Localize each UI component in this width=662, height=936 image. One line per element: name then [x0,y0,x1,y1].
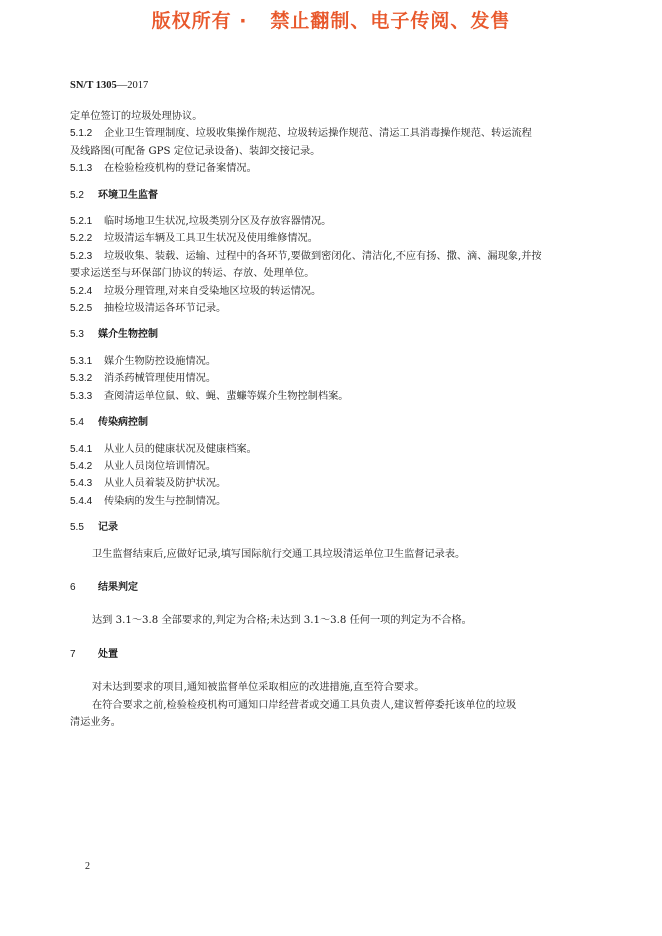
clause-number: 5.4.2 [70,460,93,472]
paragraph-disposal-2-continued: 清运业务。 [70,716,121,728]
section-title: 媒介生物控制 [98,329,158,341]
clause-5-2-4 [70,283,590,300]
clause-text: 临时场地卫生状况,垃圾类别分区及存放容器情况。 [104,216,332,228]
clause-number: 5.4.1 [70,443,93,455]
clause-5-3-2 [70,370,590,387]
clause-5-2-3-continued: 要求运送至与环保部门协议的转运、存放、处理单位。 [70,268,315,280]
section-title: 记录 [98,522,118,534]
clause-5-4-3 [70,475,590,492]
clause-5-2-3 [70,248,590,265]
clause-text: 垃圾分理管理,对来自受染地区垃圾的转运情况。 [104,285,322,297]
clause-5-4-4 [70,493,590,510]
clause-number: 5.1.2 [70,128,93,140]
clause-5-2-5 [70,300,590,317]
section-heading-5-5 [70,519,590,536]
section-title: 传染病控制 [98,417,148,429]
clause-text: 从业人员着装及防护状况。 [104,478,227,490]
section-number: 5.5 [70,522,84,534]
clause-5-1-3 [70,160,590,177]
clause-5-1-2 [70,125,590,142]
clause-5-3-3 [70,388,590,405]
clause-text: 查阅清运单位鼠、蚊、蝇、蜚蠊等媒介生物控制档案。 [104,390,349,402]
section-title: 环境卫生监督 [98,189,158,201]
clause-text: 垃圾清运车辆及工具卫生状况及使用维修情况。 [104,233,318,245]
section-title: 结果判定 [98,581,138,593]
document-body [70,108,590,731]
clause-number: 5.4.3 [70,478,93,490]
clause-number: 5.4.4 [70,495,93,507]
clause-5-4-2 [70,458,590,475]
clause-number: 5.2.2 [70,233,93,245]
standard-code [70,80,148,91]
standard-year: —2017 [116,80,149,91]
clause-5-2-1 [70,213,590,230]
clause-number: 5.2.3 [70,250,93,262]
clause-number: 5.1.3 [70,163,93,175]
page-number: 2 [85,861,90,872]
clause-text: 从业人员的健康状况及健康档案。 [104,443,257,455]
clause-text: 从业人员岗位培训情况。 [104,460,217,472]
section-number: 7 [70,648,76,660]
clause-text: 抽检垃圾清运各环节记录。 [104,303,227,315]
section-heading-7 [70,646,590,663]
clause-number: 5.3.2 [70,373,93,385]
clause-text: 企业卫生管理制度、垃圾收集操作规范、垃圾转运操作规范、清运工具消毒操作规范、转运流程 [104,128,532,140]
standard-number: SN/T 1305 [70,80,117,91]
clause-number: 5.2.1 [70,216,93,228]
section-number: 5.2 [70,189,84,201]
section-heading-6 [70,579,590,596]
paragraph-disposal-1: 对未达到要求的项目,通知被监督单位采取相应的改进措施,直至符合要求。 [92,682,425,694]
clause-5-4-1 [70,441,590,458]
paragraph-disposal-2: 在符合要求之前,检验检疫机构可通知口岸经营者或交通工具负责人,建议暂停委托该单位的垃圾 [92,699,517,711]
section-number: 5.3 [70,329,84,341]
section-heading-5-3 [70,326,590,343]
clause-text: 在检验检疫机构的登记备案情况。 [104,163,257,175]
section-number: 6 [70,581,76,593]
clause-5-1-2-continued: 及线路图(可配备 GPS 定位记录设备)、装卸交接记录。 [70,145,321,157]
clause-text: 媒介生物防控设施情况。 [104,355,217,367]
section-heading-5-2 [70,187,590,204]
paragraph-records: 卫生监督结束后,应做好记录,填写国际航行交通工具垃圾清运单位卫生监督记录表。 [92,548,466,560]
clause-number: 5.2.4 [70,285,93,297]
clause-5-2-2 [70,230,590,247]
section-number: 5.4 [70,417,84,429]
clause-text: 传染病的发生与控制情况。 [104,495,227,507]
section-heading-5-4 [70,414,590,431]
section-title: 处置 [98,648,118,660]
paragraph-judgement: 达到 3.1～3.8 全部要求的,判定为合格;未达到 3.1～3.8 任何一项的判定为不合格。 [92,615,472,627]
continued-text: 定单位签订的垃圾处理协议。 [70,111,203,122]
clause-text: 垃圾收集、装载、运输、过程中的各环节,要做到密闭化、清洁化,不应有扬、撒、滴、漏现象,并按 [104,250,542,262]
clause-number: 5.2.5 [70,303,93,315]
clause-number: 5.3.3 [70,390,93,402]
clause-number: 5.3.1 [70,355,93,367]
clause-text: 消杀药械管理使用情况。 [104,373,217,385]
clause-5-3-1 [70,353,590,370]
copyright-watermark: 版权所有 · 禁止翻制、电子传阅、发售 [151,10,511,32]
